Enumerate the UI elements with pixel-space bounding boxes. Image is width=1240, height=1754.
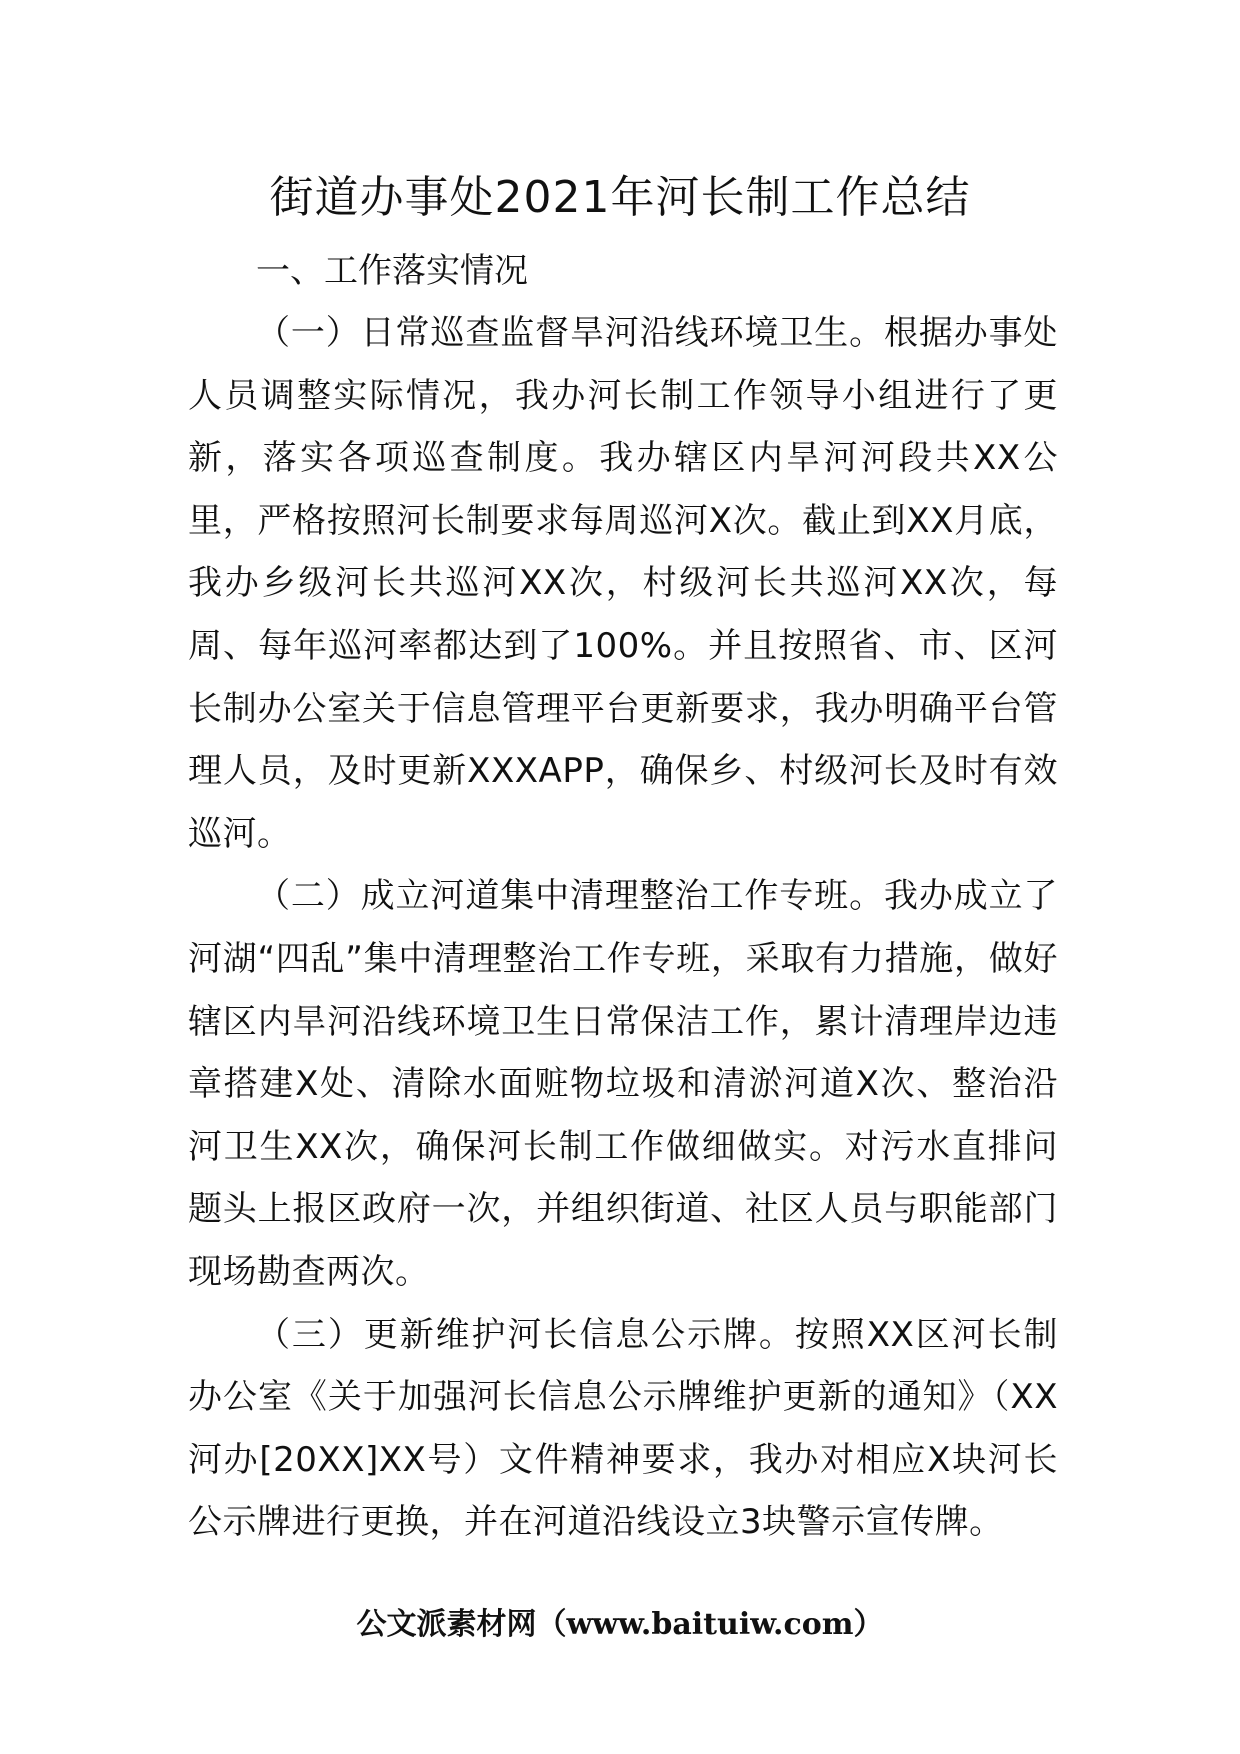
paragraph-1: （一）日常巡查监督旱河沿线环境卫生。根据办事处人员调整实际情况，我办河长制工作领导小组进行了更新，落实各项巡查制度。我办辖区内旱河河段共XX公里，严格按照河长制要求每周巡河X次。截止到XX月底，我办乡级河长共巡河XX次，村级河长共巡河XX次，每周、每年巡河率都达到了100%。并且按照省、市、区河长制办公室关于信息管理平台更新要求，我办明确平台管理人员，及时更新XXXAPP，确保乡、村级河长及时有效巡河。 (188, 313, 1058, 854)
paragraph-2: （二）成立河道集中清理整治工作专班。我办成立了河湖“四乱”集中清理整治工作专班，采取有力措施，做好辖区内旱河沿线环境卫生日常保洁工作，累计清理岸边违章搭建X处、清除水面赃物垃圾和清淤河道X次、整治沿河卫生XX次，确保河长制工作做细做实。对污水直排问题头上报区政府一次，并组织街道、社区人员与职能部门现场勘查两次。 (188, 876, 1058, 1292)
section-heading: 一、工作落实情况 (256, 251, 528, 291)
document-title: 街道办事处2021年河长制工作总结 (269, 172, 971, 223)
source-watermark: 公文派素材网（www.baituiw.com） (356, 1607, 884, 1642)
paragraph-3: （三）更新维护河长信息公示牌。按照XX区河长制办公室《关于加强河长信息公示牌维护更新的通知》（XX河办[20XX]XX号）文件精神要求，我办对相应X块河长公示牌进行更换，并在河道沿线设立3块警示宣传牌。 (188, 1314, 1058, 1543)
document-body (188, 240, 1058, 1554)
